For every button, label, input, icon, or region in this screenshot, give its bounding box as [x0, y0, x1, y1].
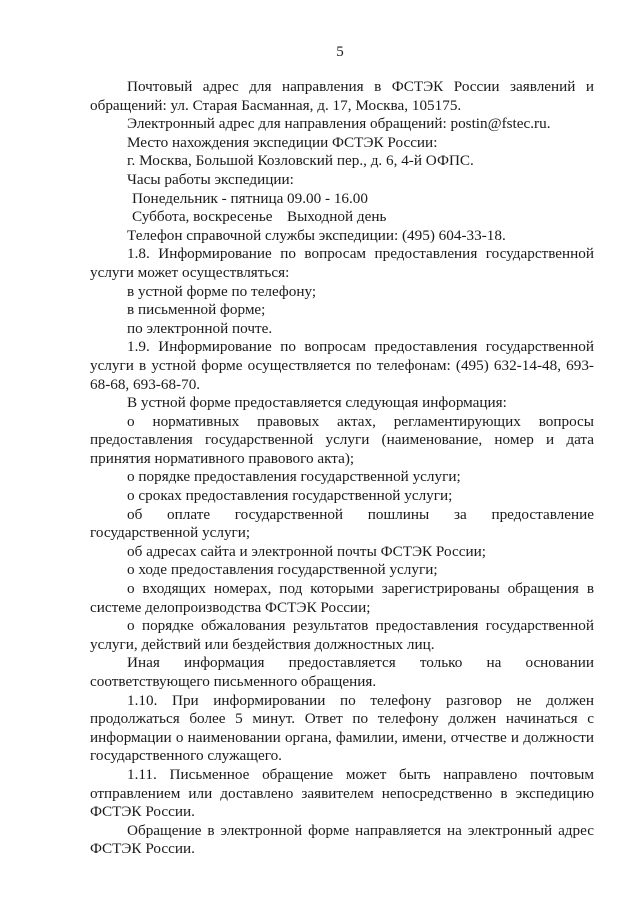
hours-time: Выходной день	[287, 208, 387, 226]
hours-row-weekend	[90, 208, 594, 227]
list-item: в устной форме по телефону;	[127, 282, 317, 300]
electronic-form: Обращение в электронной форме направляется на электронный адрес ФСТЭК России.	[90, 821, 594, 858]
email-address: Электронный адрес для направления обращений: postin@fstec.ru.	[127, 115, 551, 133]
hours-days: Понедельник - пятница	[132, 189, 284, 207]
section-1-8: 1.8. Информирование по вопросам предоставления государственной услуги может осуществляться:	[90, 245, 594, 281]
section-1-9: 1.9. Информирование по вопросам предоставления государственной услуги в устной форме осуществляется по телефонам: (495) 632-14-48, 693-68-68, 693-68-70.	[90, 338, 594, 393]
other-info: Иная информация предоставляется только на основании соответствующего письменного обращения.	[90, 654, 594, 690]
list-item: о порядке обжалования результатов предоставления государственной услуги, действий или бездействия должностных лиц.	[90, 617, 594, 653]
list-item: по электронной почте.	[127, 319, 273, 337]
expedition-address: г. Москва, Большой Козловский пер., д. 6, 4-й ОФПС.	[127, 152, 474, 170]
section-1-11: 1.11. Письменное обращение может быть направлено почтовым отправлением или доставлено заявителем непосредственно в экспедицию ФСТЭК России.	[90, 765, 594, 821]
hours-days: Суббота, воскресенье	[132, 208, 273, 226]
info-intro: В устной форме предоставляется следующая информация:	[127, 394, 507, 412]
expedition-label: Место нахождения экспедиции ФСТЭК России:	[127, 133, 438, 151]
list-item: о нормативных правовых актах, регламентирующих вопросы предоставления государственной услуги (наименование, номер и дата принятия нормативного правового акта);	[90, 412, 594, 467]
phone-number: Телефон справочной службы экспедиции: (495) 604-33-18.	[127, 226, 506, 244]
list-item: об оплате государственной пошлины за предоставление государственной услуги;	[90, 505, 594, 542]
list-item: о сроках предоставления государственной услуги;	[127, 487, 453, 505]
hours-time: 09.00 - 16.00	[287, 189, 368, 207]
hours-label: Часы работы экспедиции:	[127, 170, 294, 188]
section-1-10: 1.10. При информировании по телефону разговор не должен продолжаться более 5 минут. Ответ по телефону должен начинаться с информации о наименовании органа, фамилии, имени, отчестве и должности государственного служащего.	[90, 691, 594, 765]
document-body	[90, 78, 594, 859]
list-item: о входящих номерах, под которыми зарегистрированы обращения в системе делопроизводства ФСТЭК России;	[90, 580, 594, 616]
page-number: 5	[336, 44, 344, 60]
postal-address: Почтовый адрес для направления в ФСТЭК России заявлений и обращений: ул. Старая Басманная, д. 17, Москва, 105175.	[90, 78, 594, 114]
hours-row-weekdays	[90, 190, 594, 209]
list-item: в письменной форме;	[127, 301, 266, 319]
list-item: о порядке предоставления государственной услуги;	[127, 468, 461, 486]
list-item: об адресах сайта и электронной почты ФСТЭК России;	[127, 542, 486, 560]
list-item: о ходе предоставления государственной услуги;	[127, 561, 438, 579]
